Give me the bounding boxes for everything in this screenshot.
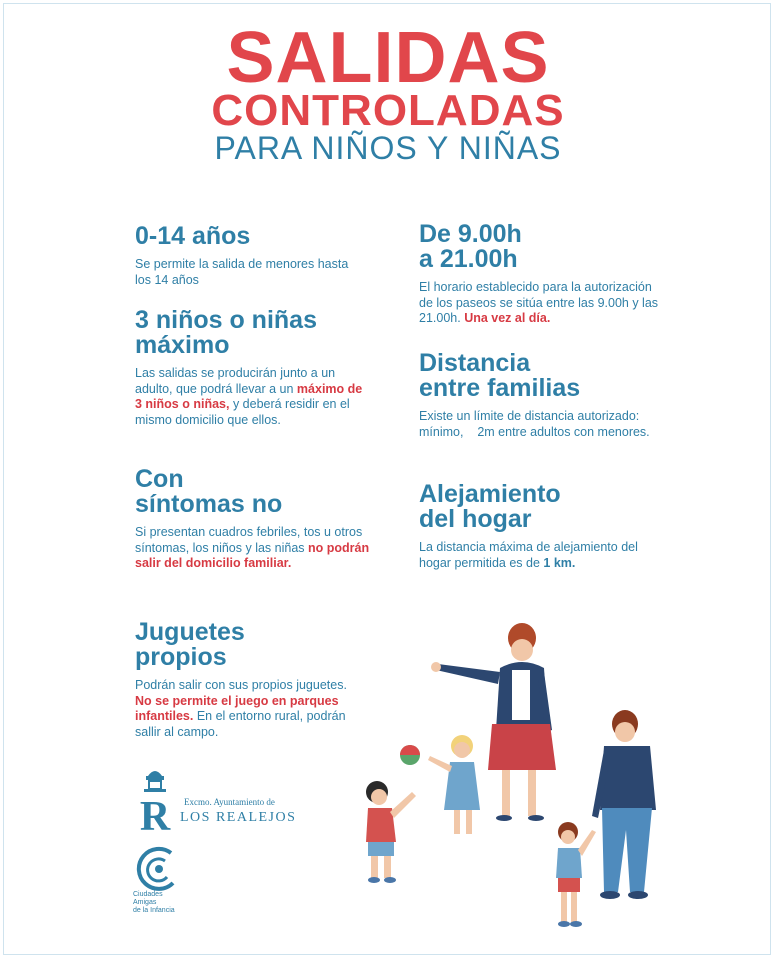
- heading-line: Juguetes: [135, 618, 245, 646]
- section-age: [135, 224, 365, 288]
- heading-line: De 9.00h: [419, 220, 522, 248]
- heading-line: Con: [135, 465, 184, 493]
- heading-line: a 21.00h: [419, 245, 518, 273]
- section-age-heading: 0-14 años: [135, 222, 251, 250]
- body-text: En el entorno rural, podrán sallir al campo.: [135, 709, 346, 739]
- section-schedule-heading: [419, 222, 659, 272]
- section-max-children-body: [135, 366, 370, 428]
- section-schedule-body: [419, 280, 659, 327]
- highlight-text: no podrán salir del domicilio familiar.: [135, 540, 370, 570]
- logo-text-line: Amigas: [133, 899, 157, 906]
- title-line-1: SALIDAS: [226, 18, 550, 98]
- heading-line: entre familias: [419, 374, 581, 402]
- logo-text-line: de la Infancia: [133, 907, 175, 914]
- logo-text-line: Ciudades: [133, 891, 163, 898]
- body-text: El horario establecido para la autorización de los paseos se sitúa entre las 9.00h y las 21.00h.: [419, 280, 659, 325]
- section-schedule: [419, 222, 659, 327]
- heading-line: síntomas no: [135, 490, 283, 518]
- section-symptoms-body: [135, 525, 370, 572]
- section-distance-body: Existe un límite de distancia autorizado: mínimo, 2m entre adultos con menores.: [419, 409, 650, 439]
- section-home-distance: [419, 482, 664, 571]
- section-max-children-heading: 3 niños o niñas máximo: [135, 306, 317, 359]
- heading-line: Distancia: [419, 349, 531, 377]
- heading-line: propios: [135, 643, 227, 671]
- highlight-text: 1 km.: [543, 555, 576, 570]
- man-figure: [592, 710, 656, 899]
- section-toys-heading: [135, 620, 360, 670]
- section-symptoms-heading: [135, 467, 370, 517]
- ayuntamiento-name: LOS REALEJOS: [180, 810, 297, 825]
- family-illustration: [360, 620, 680, 940]
- small-child-figure: [556, 822, 596, 927]
- body-text: Podrán salir con sus propios juguetes.: [135, 678, 347, 692]
- body-text: La distancia máxima de alejamiento del hogar permitida es de: [419, 540, 638, 570]
- body-text: Las salidas se producirán junto a un adulto, que podrá llevar a un: [135, 366, 336, 396]
- section-max-children: [135, 308, 370, 428]
- section-symptoms: [135, 467, 370, 572]
- ciudades-amigas-text: [133, 891, 193, 915]
- title-line-2: CONTROLADAS: [211, 86, 565, 135]
- body-text: Si presentan cuadros febriles, tos u otros síntomas, los niños y las niñas: [135, 525, 363, 555]
- section-toys-body: [135, 678, 360, 740]
- svg-text:R: R: [139, 794, 171, 832]
- ciudades-amigas-icon: [133, 845, 183, 891]
- ayuntamiento-small-text: Excmo. Ayuntamiento de: [184, 797, 275, 807]
- section-distance-heading: [419, 351, 659, 401]
- body-text: y deberá residir en el mismo domicilio que ellos.: [135, 397, 350, 427]
- section-home-distance-body: [419, 540, 664, 571]
- section-home-distance-heading: [419, 482, 664, 532]
- ball-icon: [400, 745, 420, 765]
- heading-line: del hogar: [419, 505, 532, 533]
- section-age-body: Se permite la salida de menores hasta los 14 años: [135, 257, 349, 287]
- heading-line: Alejamiento: [419, 480, 561, 508]
- section-distance: [419, 351, 659, 440]
- ayuntamiento-logo: [132, 766, 332, 836]
- realejos-crest-icon: [132, 766, 178, 832]
- girl-figure: [428, 735, 480, 834]
- highlight-text: No se permite el juego en parques infantiles.: [135, 693, 339, 723]
- boy-figure: [366, 781, 416, 883]
- highlight-text: Una vez al día.: [464, 311, 551, 325]
- ciudades-amigas-logo: [133, 845, 203, 925]
- section-toys: [135, 620, 360, 740]
- subtitle: PARA NIÑOS Y NIÑAS: [214, 130, 562, 166]
- highlight-text: máximo de 3 niños o niñas,: [135, 381, 363, 411]
